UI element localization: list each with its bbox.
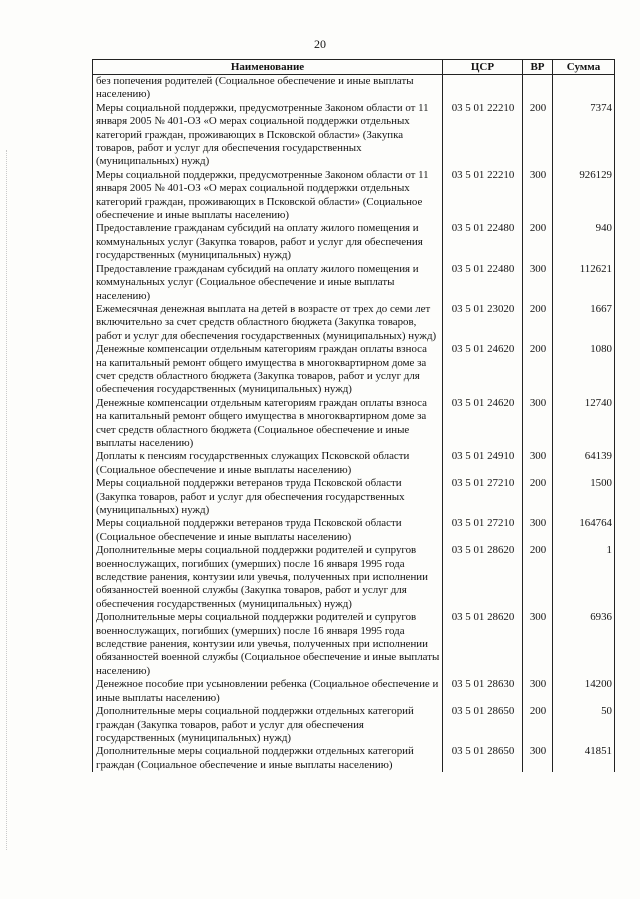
row-name: Дополнительные меры социальной поддержки отдельных категорий граждан (Закупка товаров, работ и услуг для обеспечения государственных (муниципальных) нужд) [93,705,443,745]
table-row [93,450,615,477]
row-sum: 1080 [553,343,615,397]
row-name: Дополнительные меры социальной поддержки родителей и супругов военнослужащих, погибших (умерших) после 16 января 1995 года вследствие ранения, контузии или увечья, полученных при исполнении обязанностей военной службы (Социальное обеспечение и иные выплаты населению) [93,611,443,678]
header-sum: Сумма [553,60,615,75]
row-vr: 300 [523,745,553,772]
row-sum: 50 [553,705,615,745]
table-row-continuation [93,75,615,102]
row-sum: 12740 [553,397,615,451]
row-name: Меры социальной поддержки, предусмотренные Законом области от 11 января 2005 № 401-ОЗ «О мерах социальной поддержки отдельных категорий граждан, проживающих в Псковской области» (Социальное обеспечение и иные выплаты населению) [93,169,443,223]
row-vr: 200 [523,343,553,397]
row-sum: 112621 [553,263,615,303]
row-sum: 64139 [553,450,615,477]
row-sum [553,75,615,102]
row-sum: 926129 [553,169,615,223]
row-vr: 200 [523,477,553,517]
table-row [93,745,615,772]
row-sum: 6936 [553,611,615,678]
table-row [93,303,615,343]
row-csr: 03 5 01 28620 [443,544,523,611]
row-name: Ежемесячная денежная выплата на детей в возрасте от трех до семи лет включительно за счет средств областного бюджета (Закупка товаров, работ и услуг для обеспечения государственных (муниципальных) нужд) [93,303,443,343]
row-name: без попечения родителей (Социальное обеспечение и иные выплаты населению) [93,75,443,102]
row-sum: 7374 [553,102,615,169]
row-csr: 03 5 01 27210 [443,517,523,544]
budget-table [92,59,615,772]
row-csr: 03 5 01 27210 [443,477,523,517]
row-sum: 14200 [553,678,615,705]
table-row [93,343,615,397]
table-row [93,169,615,223]
row-csr: 03 5 01 28650 [443,745,523,772]
row-name: Меры социальной поддержки, предусмотренные Законом области от 11 января 2005 № 401-ОЗ «О мерах социальной поддержки отдельных категорий граждан, проживающих в Псковской области» (Закупка товаров, работ и услуг для обеспечения государственных (муниципальных) нужд) [93,102,443,169]
table-header-row [93,60,615,75]
table-row [93,678,615,705]
table-row [93,222,615,262]
header-vr: ВР [523,60,553,75]
row-vr: 300 [523,450,553,477]
row-vr: 300 [523,169,553,223]
row-name: Доплаты к пенсиям государственных служащих Псковской области (Социальное обеспечение и иные выплаты населению) [93,450,443,477]
row-csr: 03 5 01 28620 [443,611,523,678]
row-vr: 300 [523,397,553,451]
row-name: Меры социальной поддержки ветеранов труда Псковской области (Социальное обеспечение и иные выплаты населению) [93,517,443,544]
row-sum: 940 [553,222,615,262]
row-name: Денежное пособие при усыновлении ребенка (Социальное обеспечение и иные выплаты населению) [93,678,443,705]
row-sum: 1667 [553,303,615,343]
row-vr: 300 [523,263,553,303]
table-row [93,611,615,678]
row-vr: 200 [523,303,553,343]
row-csr: 03 5 01 24910 [443,450,523,477]
margin-line [6,150,7,850]
row-vr: 200 [523,705,553,745]
table-row [93,517,615,544]
row-name: Денежные компенсации отдельным категориям граждан оплаты взноса на капитальный ремонт общего имущества в многоквартирном доме за счет средств областного бюджета (Социальное обеспечение и иные выплаты населению) [93,397,443,451]
row-sum: 164764 [553,517,615,544]
row-sum: 1500 [553,477,615,517]
row-csr: 03 5 01 24620 [443,397,523,451]
row-name: Предоставление гражданам субсидий на оплату жилого помещения и коммунальных услуг (Закупка товаров, работ и услуг для обеспечения государственных (муниципальных) нужд) [93,222,443,262]
row-name: Предоставление гражданам субсидий на оплату жилого помещения и коммунальных услуг (Социальное обеспечение и иные выплаты населению) [93,263,443,303]
row-vr: 300 [523,611,553,678]
row-name: Дополнительные меры социальной поддержки родителей и супругов военнослужащих, погибших (умерших) после 16 января 1995 года вследствие ранения, контузии или увечья, полученных при исполнении обязанностей военной службы (Закупка товаров, работ и услуг для обеспечения государственных (муниципальных) нужд) [93,544,443,611]
row-vr: 300 [523,517,553,544]
row-csr: 03 5 01 28630 [443,678,523,705]
table-row [93,705,615,745]
row-name: Денежные компенсации отдельным категориям граждан оплаты взноса на капитальный ремонт общего имущества в многоквартирном доме за счет средств областного бюджета (Закупка товаров, работ и услуг для обеспечения государственных (муниципальных) нужд) [93,343,443,397]
row-csr: 03 5 01 24620 [443,343,523,397]
page-number: 20 [314,37,326,51]
table-row [93,102,615,169]
row-vr [523,75,553,102]
row-csr: 03 5 01 28650 [443,705,523,745]
row-csr [443,75,523,102]
table-row [93,544,615,611]
table-row [93,397,615,451]
row-vr: 200 [523,544,553,611]
row-sum: 41851 [553,745,615,772]
header-name: Наименование [93,60,443,75]
row-vr: 200 [523,102,553,169]
row-vr: 300 [523,678,553,705]
row-csr: 03 5 01 22210 [443,169,523,223]
row-name: Меры социальной поддержки ветеранов труда Псковской области (Закупка товаров, работ и услуг для обеспечения государственных (муниципальных) нужд) [93,477,443,517]
header-csr: ЦСР [443,60,523,75]
row-name: Дополнительные меры социальной поддержки отдельных категорий граждан (Социальное обеспечение и иные выплаты населению) [93,745,443,772]
row-csr: 03 5 01 22480 [443,263,523,303]
table-row [93,263,615,303]
row-vr: 200 [523,222,553,262]
row-csr: 03 5 01 23020 [443,303,523,343]
row-sum: 1 [553,544,615,611]
row-csr: 03 5 01 22210 [443,102,523,169]
table-row [93,477,615,517]
row-csr: 03 5 01 22480 [443,222,523,262]
